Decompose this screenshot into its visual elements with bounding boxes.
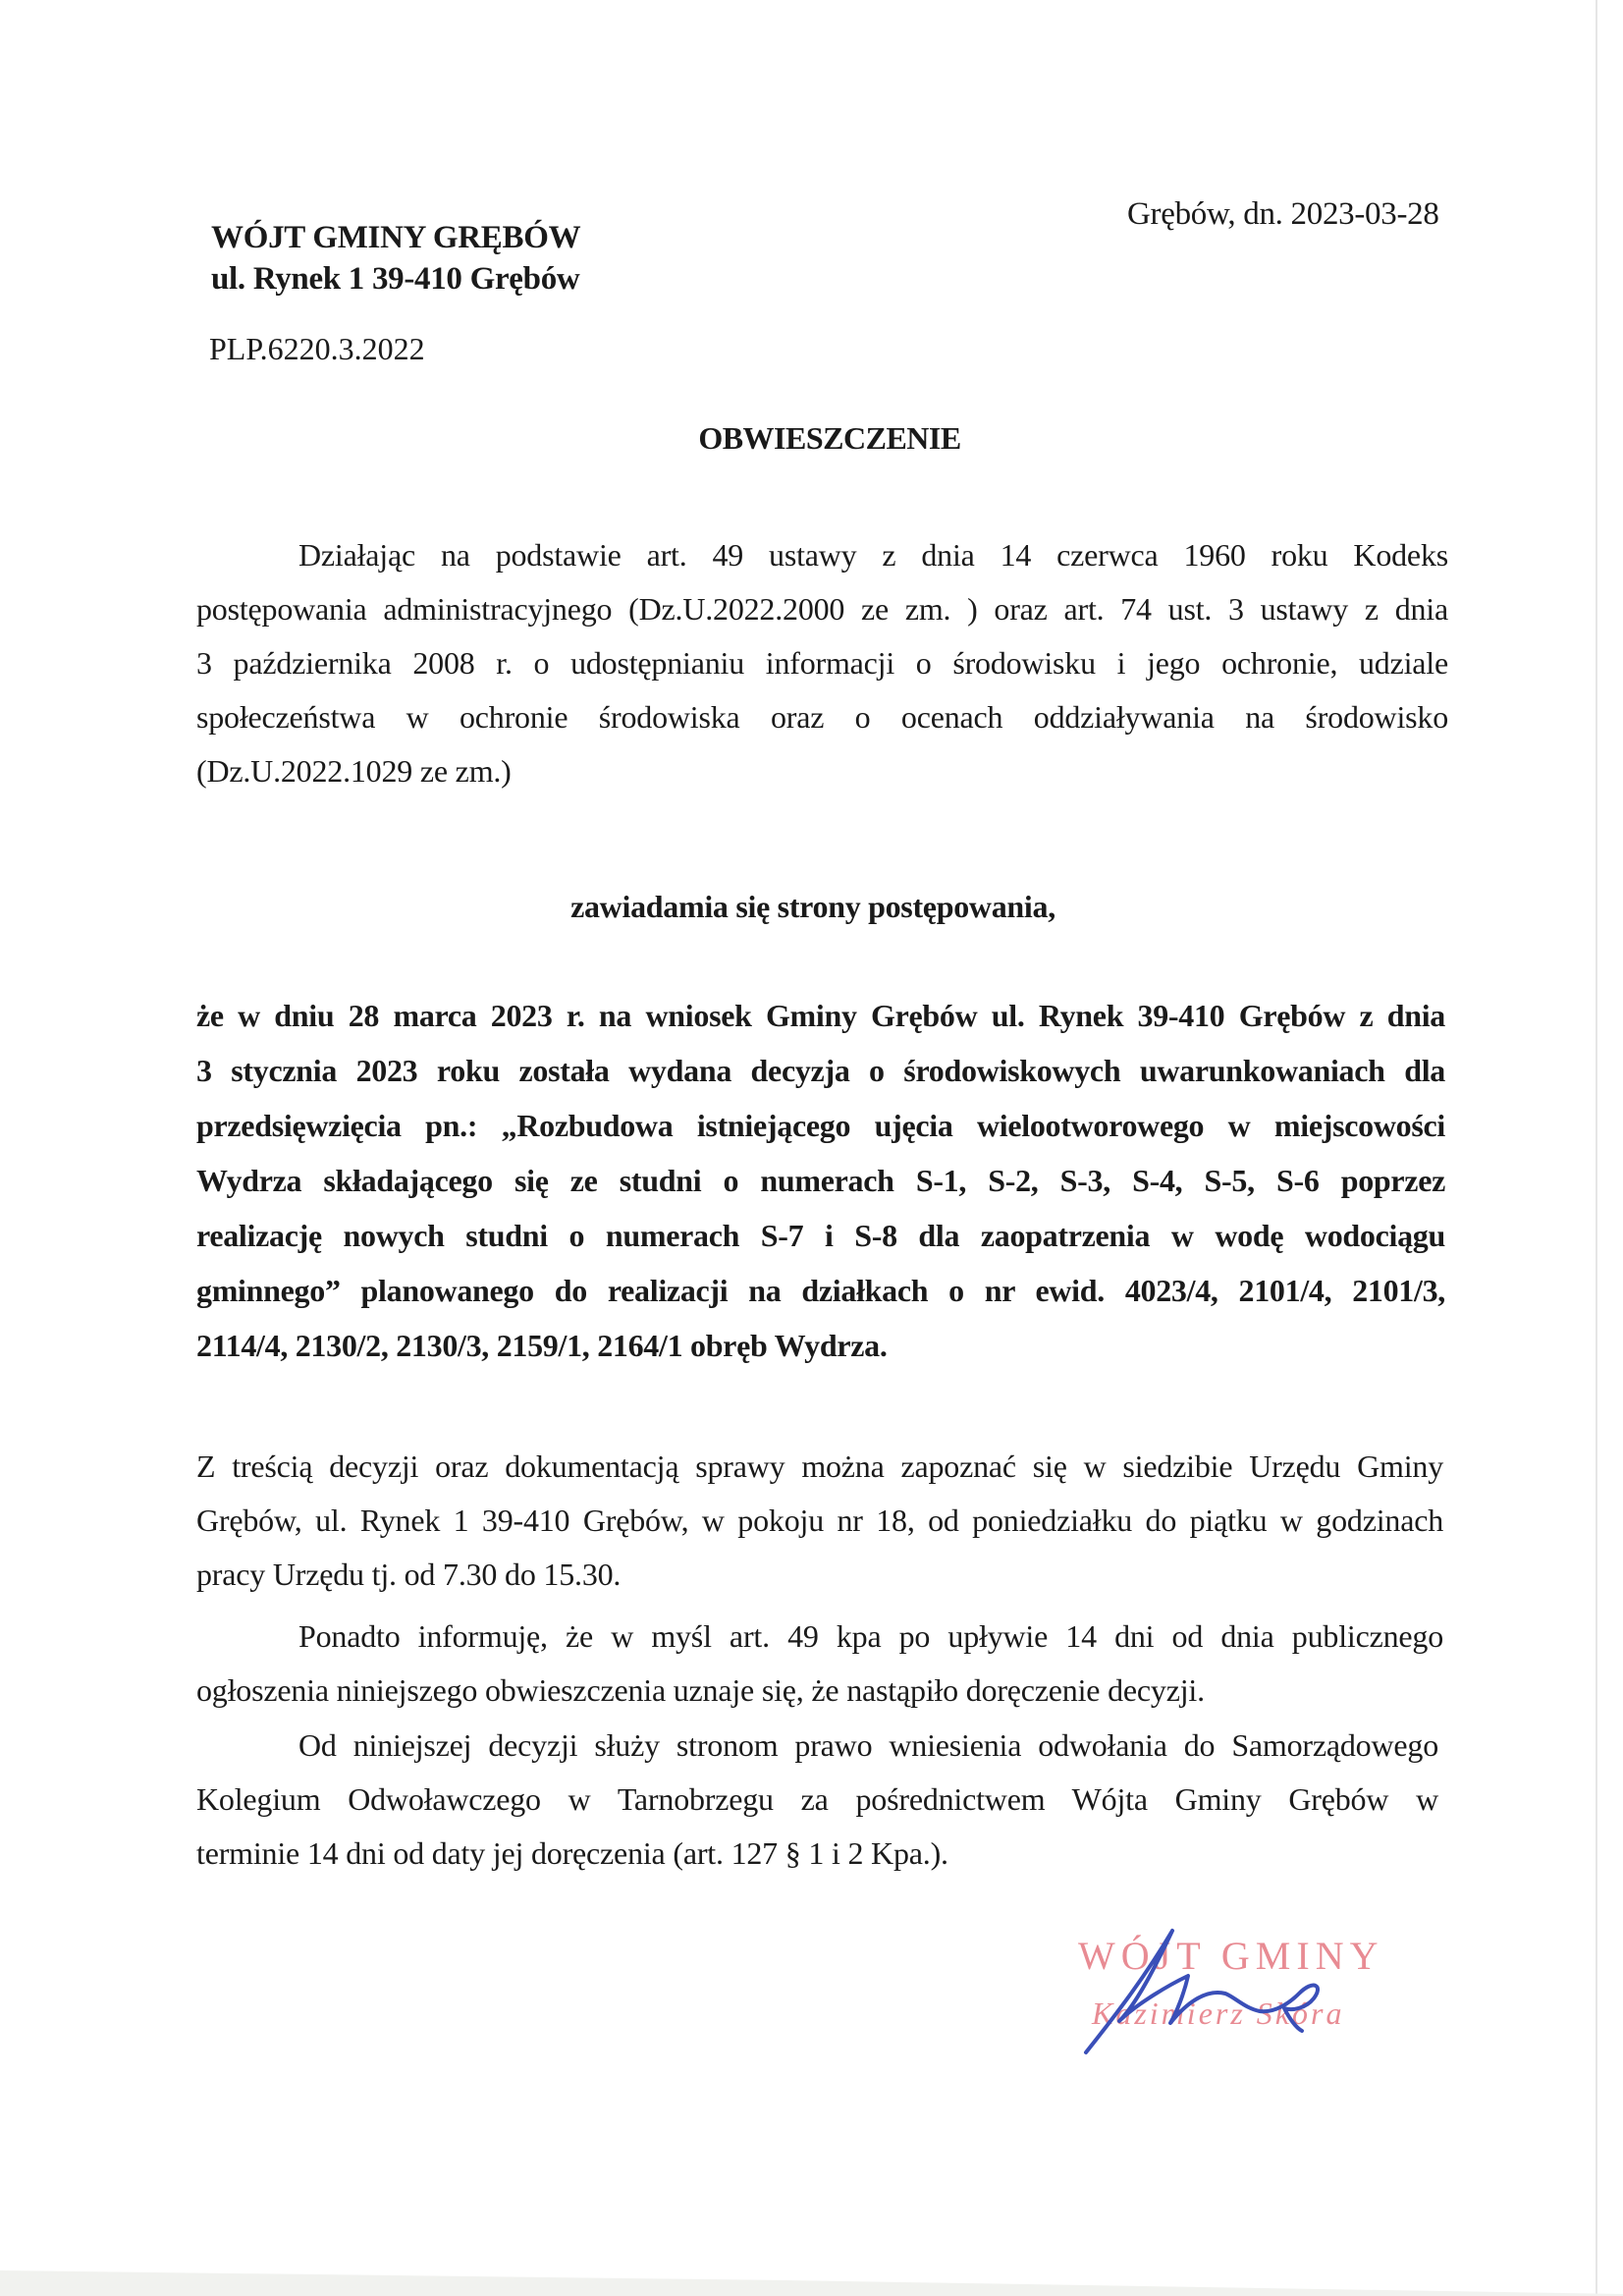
decision-paragraph <box>196 988 1445 1373</box>
handwritten-signature <box>1078 1925 1402 2062</box>
paragraph-line: Kolegium Odwoławczego w Tarnobrzegu za pośrednictwem Wójta Gminy Grębów w <box>196 1781 1438 1817</box>
paragraph-line: przedsięwzięcia pn.: „Rozbudowa istniejącego ujęcia wielootworowego w miejscowości <box>196 1108 1445 1143</box>
stamp-title: WÓJT GMINY <box>1078 1934 1384 1978</box>
case-reference-number: PLP.6220.3.2022 <box>209 331 425 366</box>
place-and-date: Grębów, dn. 2023-03-28 <box>1127 196 1439 232</box>
appeal-paragraph <box>196 1719 1438 1881</box>
access-paragraph <box>196 1440 1443 1602</box>
paragraph-line: Grębów, ul. Rynek 1 39-410 Grębów, w pokoju nr 18, od poniedziałku do piątku w godzinach <box>196 1503 1443 1538</box>
document-title: OBWIESZCZENIE <box>698 420 961 456</box>
stamp-name: Kazimierz Skóra <box>1092 1995 1345 2031</box>
paragraph-line: Od niniejszej decyzji służy stronom prawo wniesienia odwołania do Samorządowego <box>298 1727 1438 1763</box>
legal-basis-paragraph <box>196 528 1448 798</box>
paragraph-line: 3 października 2008 r. o udostępnianiu informacji o środowisku i jego ochronie, udziale <box>196 645 1448 681</box>
paragraph-line: 2114/4, 2130/2, 2130/3, 2159/1, 2164/1 obręb Wydrza. <box>196 1328 888 1363</box>
paragraph-line: społeczeństwa w ochronie środowiska oraz o ocenach oddziaływania na środowisko <box>196 699 1448 735</box>
paragraph-line: (Dz.U.2022.1029 ze zm.) <box>196 753 512 789</box>
paragraph-line: że w dniu 28 marca 2023 r. na wniosek Gminy Grębów ul. Rynek 39-410 Grębów z dnia <box>196 998 1445 1033</box>
paragraph-line: ogłoszenia niniejszego obwieszczenia uznaje się, że nastąpiło doręczenie decyzji. <box>196 1672 1205 1708</box>
notification-statement: zawiadamia się strony postępowania, <box>570 889 1055 924</box>
scan-edge-right <box>1596 0 1597 2296</box>
scan-shadow-bottom <box>0 2267 1623 2296</box>
paragraph-line: Ponadto informuję, że w myśl art. 49 kpa po upływie 14 dni od dnia publicznego <box>298 1618 1443 1654</box>
paragraph-line: 3 stycznia 2023 roku została wydana decyzja o środowiskowych uwarunkowaniach dla <box>196 1053 1445 1088</box>
paragraph-line: Z treścią decyzji oraz dokumentacją sprawy można zapoznać się w siedzibie Urzędu Gminy <box>196 1449 1443 1484</box>
paragraph-line: Działając na podstawie art. 49 ustawy z dnia 14 czerwca 1960 roku Kodeks <box>298 537 1448 573</box>
paragraph-line: pracy Urzędu tj. od 7.30 do 15.30. <box>196 1557 622 1592</box>
issuer-name: WÓJT GMINY GRĘBÓW <box>211 220 581 255</box>
issuer-address: ul. Rynek 1 39-410 Grębów <box>211 261 580 297</box>
paragraph-line: postępowania administracyjnego (Dz.U.2022.2000 ze zm. ) oraz art. 74 ust. 3 ustawy z dnia <box>196 591 1448 627</box>
paragraph-line: gminnego” planowanego do realizacji na działkach o nr ewid. 4023/4, 2101/4, 2101/3, <box>196 1273 1445 1308</box>
official-stamp-with-signature <box>1078 1925 1402 2062</box>
paragraph-line: terminie 14 dni od daty jej doręczenia (art. 127 § 1 i 2 Kpa.). <box>196 1835 948 1871</box>
paragraph-line: Wydrza składającego się ze studni o numerach S-1, S-2, S-3, S-4, S-5, S-6 poprzez <box>196 1163 1445 1198</box>
delivery-paragraph <box>196 1610 1443 1718</box>
paragraph-line: realizację nowych studni o numerach S-7 i S-8 dla zaopatrzenia w wodę wodociągu <box>196 1218 1445 1253</box>
